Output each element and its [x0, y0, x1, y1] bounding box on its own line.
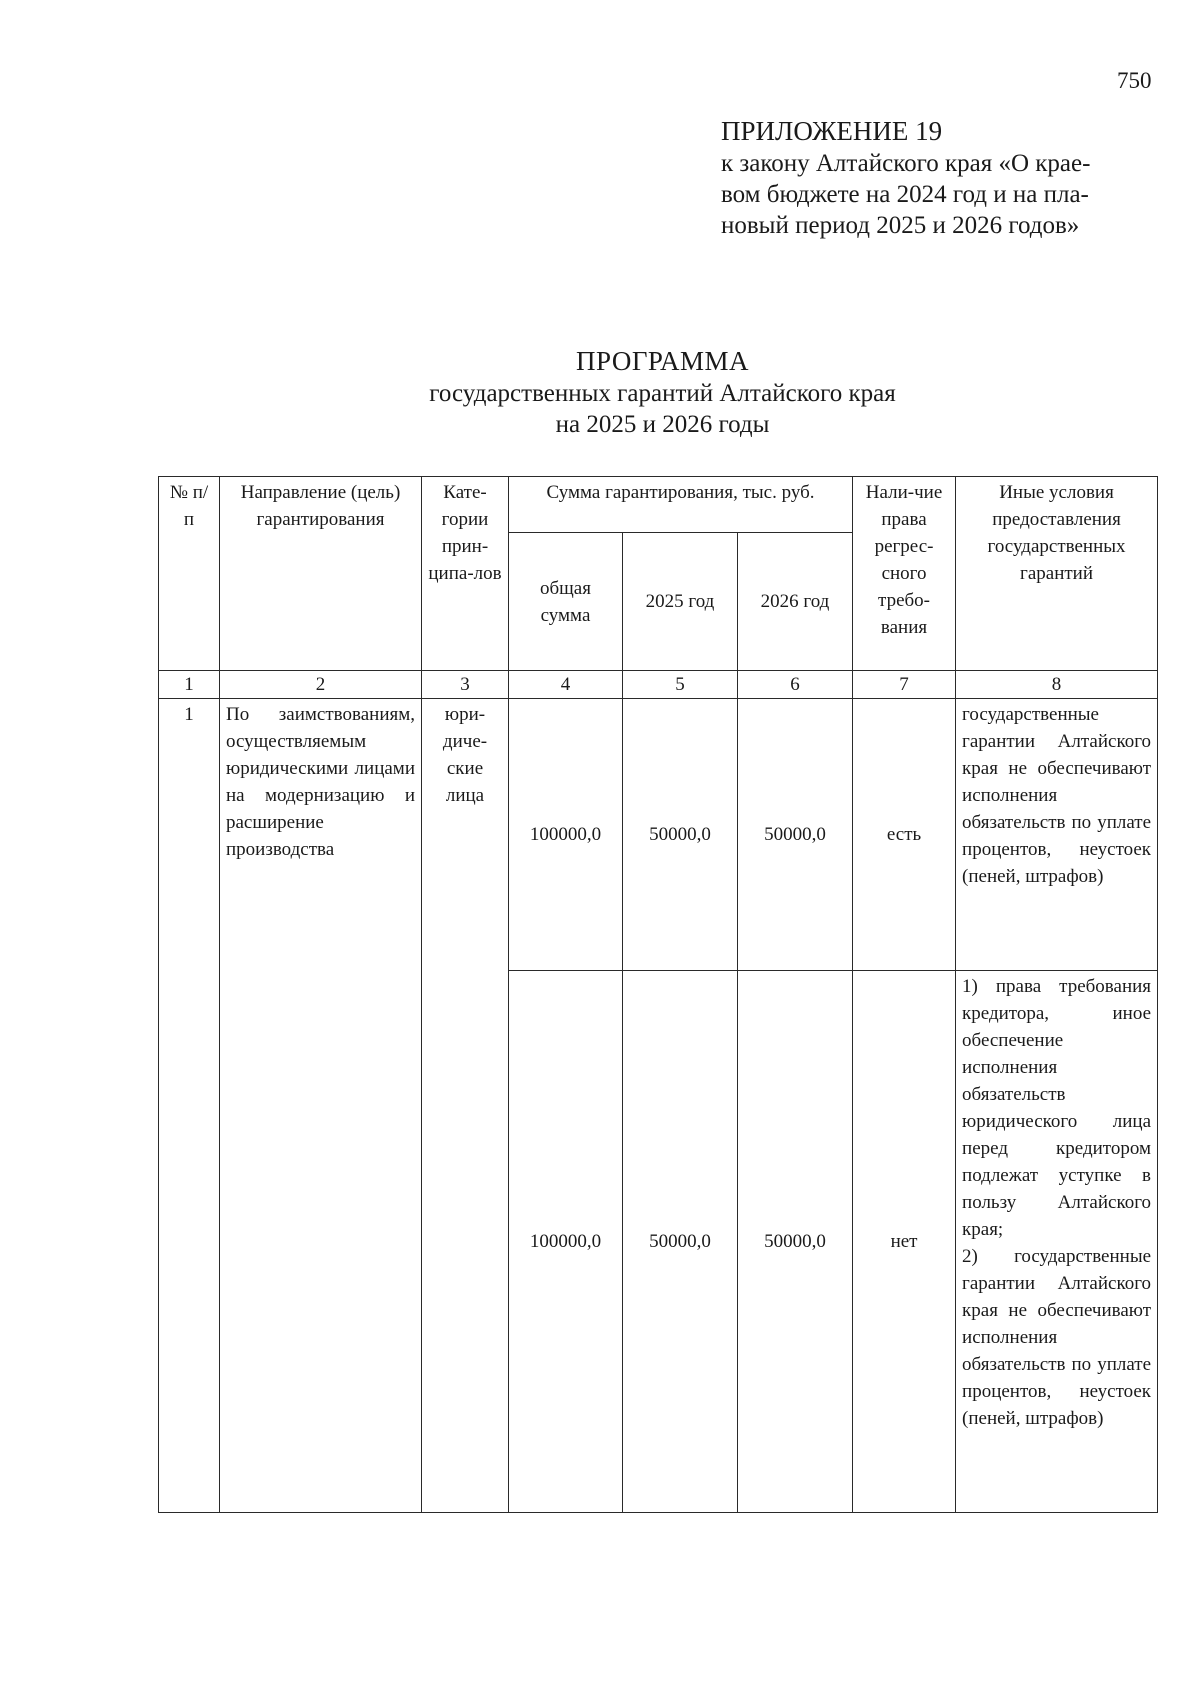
- condition-text: 1) права требования кредитора, иное обеспечение исполнения обязательств юридического лица перед кредитором подлежат уступке в пользу Алтайского края;: [962, 976, 1152, 1240]
- column-number: 6: [738, 671, 853, 699]
- header-category: Кате-гории прин-ципа-лов: [422, 477, 509, 671]
- row-category: юри-диче-ские лица: [422, 699, 509, 1513]
- header-recourse: Нали-чие права регрес-сного требо-вания: [853, 477, 956, 671]
- header-direction: Направление (цель) гарантирования: [220, 477, 422, 671]
- header-2026: 2026 год: [738, 533, 853, 671]
- row-2025: 50000,0: [623, 971, 738, 1513]
- page-number: 750: [1117, 68, 1152, 93]
- row-conditions: [956, 971, 1158, 1513]
- appendix-title: ПРИЛОЖЕНИЕ 19: [721, 116, 943, 146]
- header-num: № п/п: [159, 477, 220, 671]
- column-number: 2: [220, 671, 422, 699]
- row-total: 100000,0: [509, 699, 623, 971]
- condition-text: государственные гарантии Алтайского края не обеспечивают исполнения обязательств по уплате процентов, неустоек (пеней, штрафов): [962, 704, 1152, 887]
- column-number: 4: [509, 671, 623, 699]
- condition-text: 2) государственные гарантии Алтайского края не обеспечивают исполнения обязательств по уплате процентов, неустоек (пеней, штрафов): [962, 1246, 1152, 1429]
- column-number: 7: [853, 671, 956, 699]
- program-title: ПРОГРАММА: [575, 346, 750, 376]
- appendix-line: к закону Алтайского края «О крае-: [721, 150, 1091, 177]
- row-2025: 50000,0: [623, 699, 738, 971]
- row-2026: 50000,0: [738, 699, 853, 971]
- column-number: 1: [159, 671, 220, 699]
- header-other-conditions: Иные условия предоставления государственных гарантий: [956, 477, 1158, 671]
- row-number: 1: [159, 699, 220, 1513]
- header-total: общая сумма: [509, 533, 623, 671]
- row-2026: 50000,0: [738, 971, 853, 1513]
- row-recourse: есть: [853, 699, 956, 971]
- appendix-line: новый период 2025 и 2026 годов»: [721, 212, 1080, 239]
- row-recourse: нет: [853, 971, 956, 1513]
- row-direction: По заимствованиям, осуществляемым юридическими лицами на модернизацию и расширение производства: [220, 699, 422, 1513]
- row-conditions: [956, 699, 1158, 971]
- program-heading: [0, 344, 1200, 440]
- row-total: 100000,0: [509, 971, 623, 1513]
- appendix-line: вом бюджете на 2024 год и на пла-: [721, 181, 1089, 208]
- column-number: 8: [956, 671, 1158, 699]
- column-number: 5: [623, 671, 738, 699]
- guarantees-table: [158, 476, 1158, 1513]
- header-sum-group: Сумма гарантирования, тыс. руб.: [509, 477, 853, 533]
- program-years: на 2025 и 2026 годы: [555, 411, 770, 438]
- header-row: [159, 477, 1158, 533]
- table-row: [159, 699, 1158, 971]
- program-subtitle: государственных гарантий Алтайского края: [429, 380, 896, 407]
- header-2025: 2025 год: [623, 533, 738, 671]
- column-number-row: [159, 671, 1158, 699]
- column-number: 3: [422, 671, 509, 699]
- appendix-header: [721, 114, 1161, 241]
